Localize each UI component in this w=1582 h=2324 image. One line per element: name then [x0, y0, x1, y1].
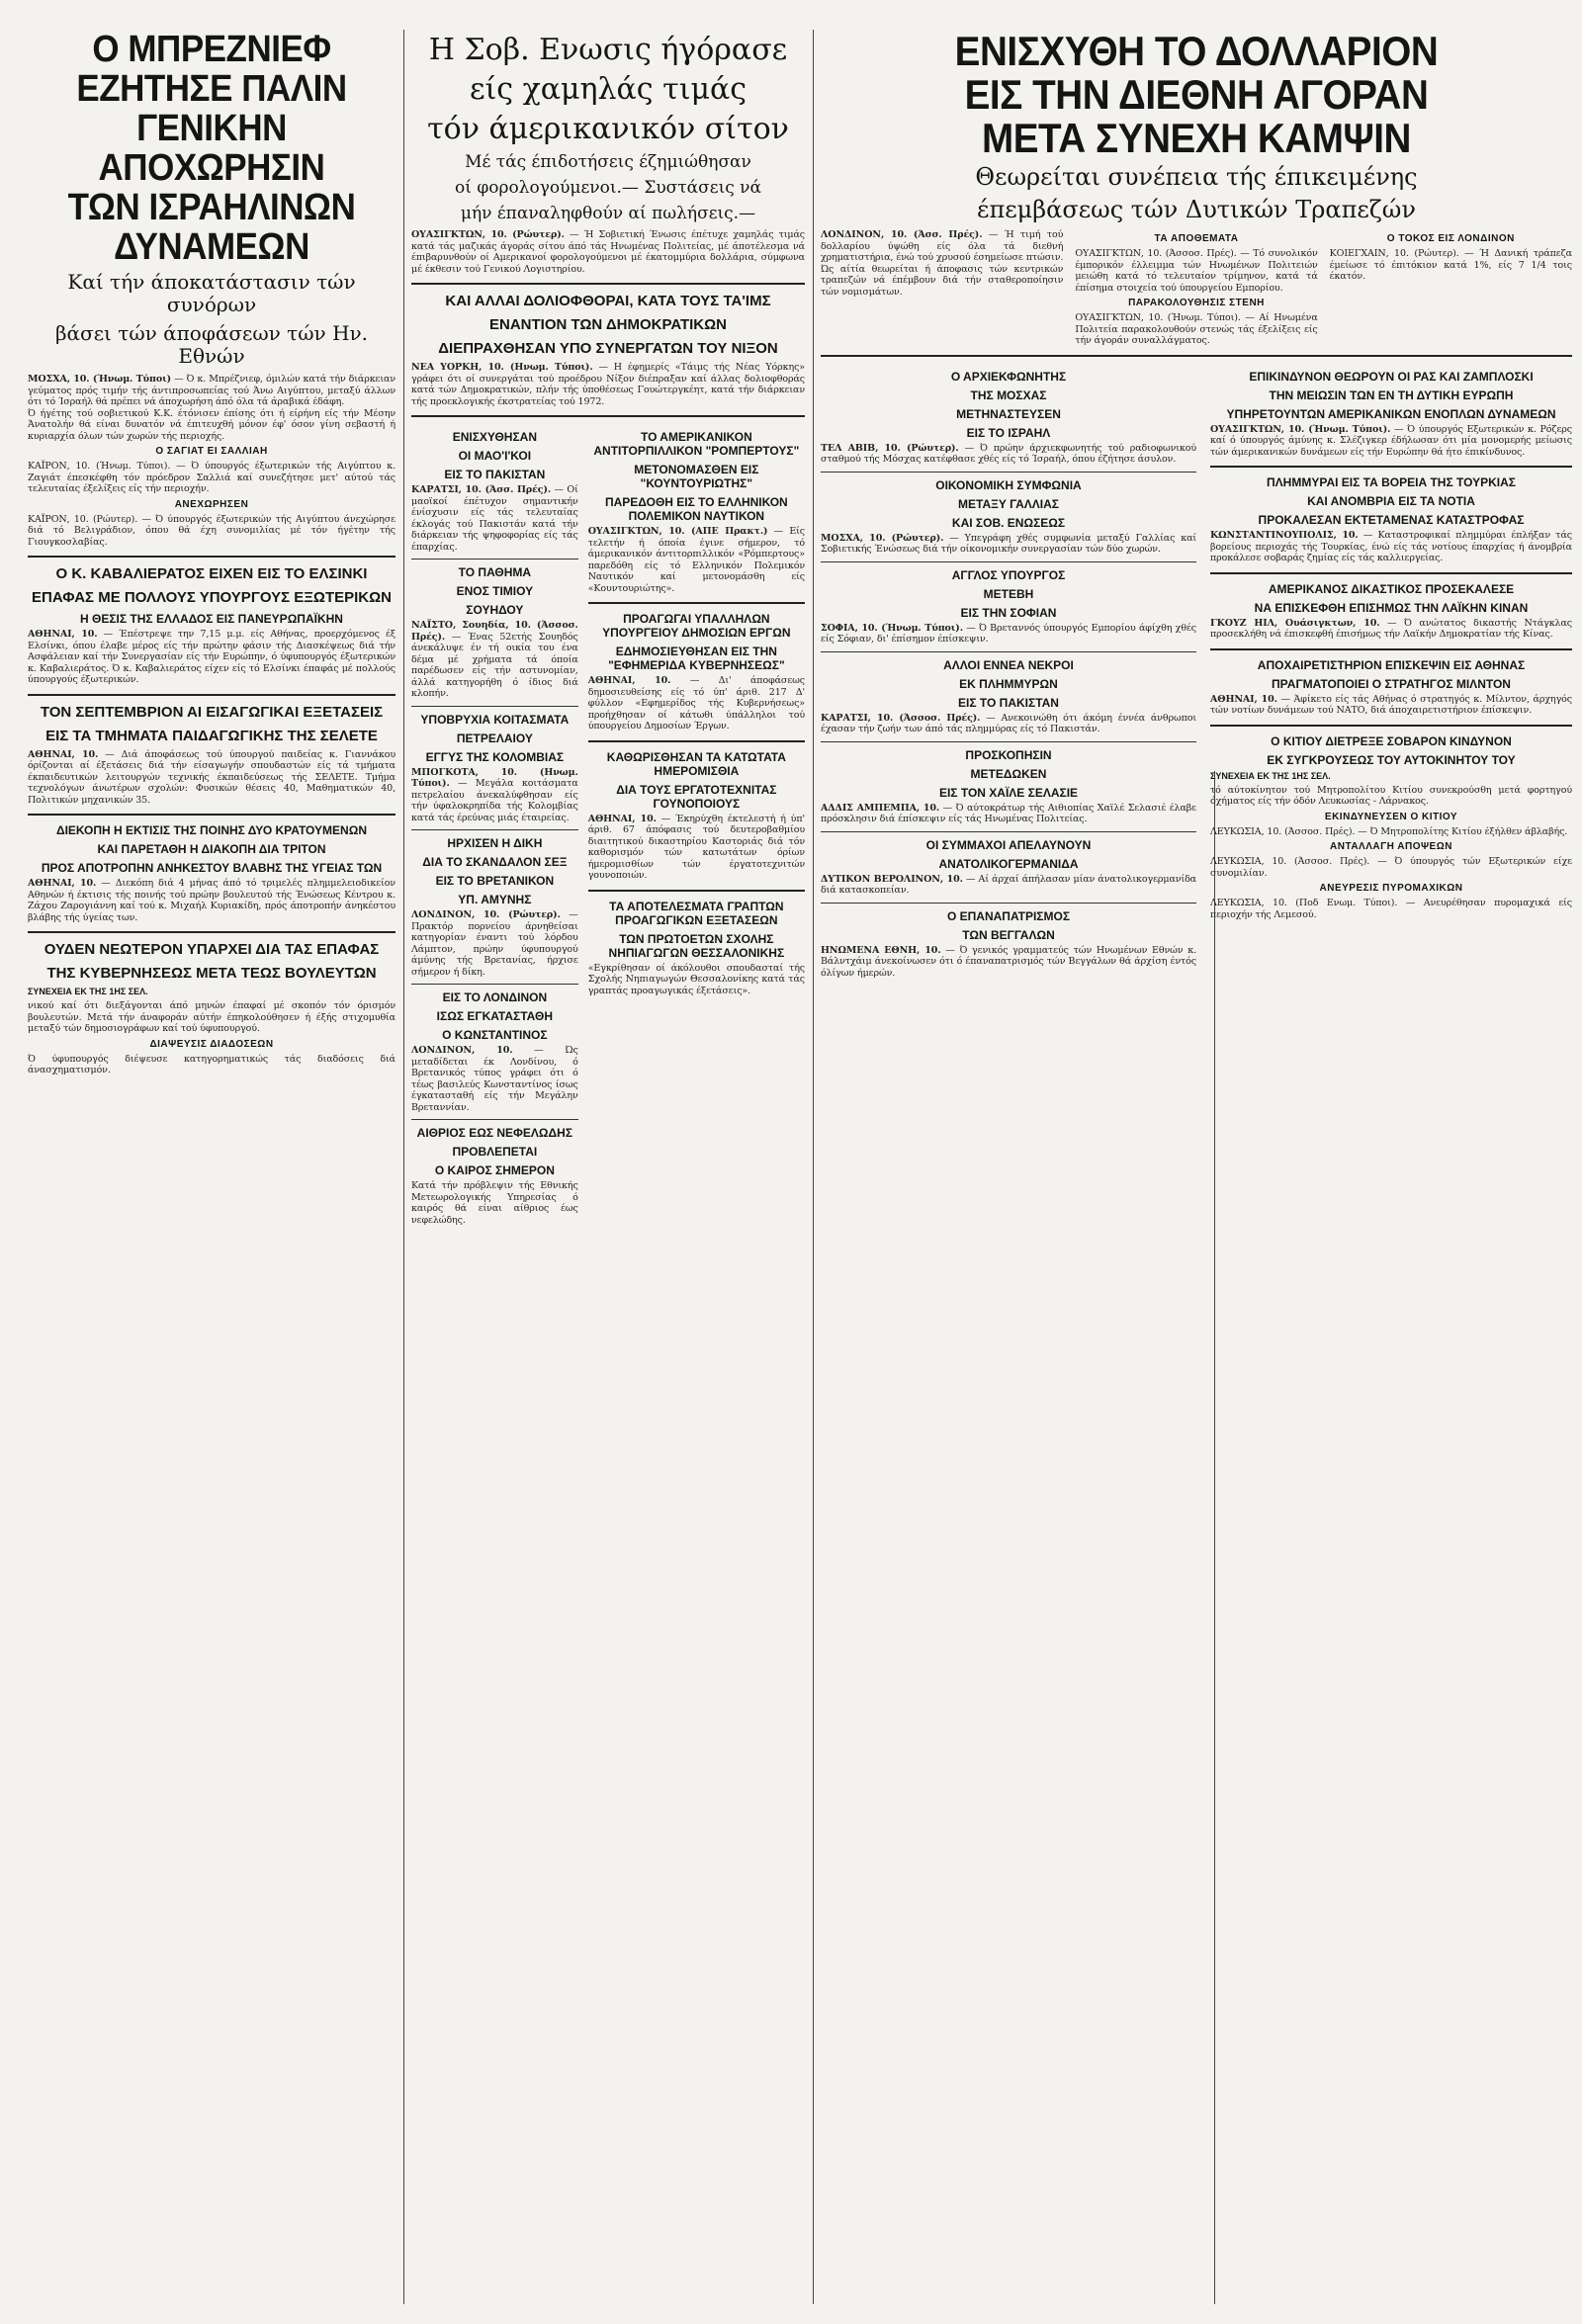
headline: ΑΛΛΟΙ ΕΝΝΕΑ ΝΕΚΡΟΙ: [943, 657, 1074, 672]
article-body: «Εγκρίθησαν οί άκόλουθοι σπουδασταί τής Σχολής Νηπιαγωγών Θεσσαλονίκης κατά τάς γραπτάς προαγωγικάς έξετάσεις».: [587, 962, 805, 996]
headline: ΤΟΝ ΣΕΠΤΕΜΒΡΙΟΝ ΑΙ ΕΙΣΑΓΩΓΙΚΑΙ ΕΞΕΤΑΣΕΙΣ: [40, 703, 384, 721]
dateline: ΑΔΔΙΣ ΑΜΠΕΜΠΑ, 10.: [821, 802, 940, 814]
headline: ΕΙΣ ΤΗΝ ΣΟΦΙΑΝ: [960, 605, 1057, 620]
headline: ΜΕΤΕΔΩΚΕΝ: [970, 766, 1047, 781]
headline: ΠΡΟΒΛΕΠΕΤΑΙ: [452, 1145, 538, 1159]
headline: Η ΘΕΣΙΣ ΤΗΣ ΕΛΛΑΔΟΣ ΕΙΣ ΠΑΝΕΥΡΩΠΑΪΚΗΝ: [80, 612, 343, 626]
headline: ΕΙΣ ΤΑ ΤΜΗΜΑΤΑ ΠΑΙΔΑΓΩΓΙΚΗΣ ΤΗΣ ΣΕΛΕΤΕ: [45, 727, 378, 744]
article-body: νικού καί ότι διεξάγονται άπό μηνών έπαφαί μέ σκοπόν τόν όρισμόν βουλευτών. Μετά τήν άναφοράν αύτήν έπηκολούθησεν ή έξής στιχομυθία μεταξύ τών δημοσιογράφων καί τού ύφυπουργού.: [28, 1000, 396, 1034]
headline: ΑΠΟΧΑΙΡΕΤΙΣΤΗΡΙΟΝ ΕΠΙΣΚΕΨΙΝ ΕΙΣ ΑΘΗΝΑΣ: [1257, 657, 1526, 672]
headline: ΟΥΔΕΝ ΝΕΩΤΕΡΟΝ ΥΠΑΡΧΕΙ ΔΙΑ ΤΑΣ ΕΠΑΦΑΣ: [44, 941, 380, 958]
headline: ΕΙΣ ΤΟΝ ΧΑΪΛΕ ΣΕΛΑΣΙΕ: [938, 785, 1079, 800]
subheading: ΑΝΕΥΡΕΣΙΣ ΠΥΡΟΜΑΧΙΚΩΝ: [1319, 883, 1463, 894]
divider: [28, 814, 396, 816]
divider: [821, 355, 1572, 357]
article-body: — Ώς μεταδίδεται έκ Λονδίνου, ό Βρετανικός τύπος γράφει ότι ό τέως βασιλεύς Κωνσταντίνος ίσως έγκατασταθή είς τήν Μεγάλην Βρεταννίαν.: [411, 1045, 578, 1113]
article-selassie: [821, 748, 1196, 825]
headline: ΑΜΕΡΙΚΑΝΟΣ ΔΙΚΑΣΤΙΚΟΣ ΠΡΟΣΕΚΑΛΕΣΕ: [1268, 581, 1515, 596]
article-sofia: [821, 568, 1196, 646]
article-body: — Ένας 52ετής Σουηδός άνεκάλυψε έν τή οικία του ένα δέμα μέ χρήματα τά όποία παρέδωσεν είς τήν αστυνομίαν, άλλά κατηγορήθη ό ίδιος διά κλοπήν.: [411, 631, 578, 699]
wide-right-column: [1210, 365, 1572, 980]
article-body: — Ανεκοινώθη ότι άκόμη έννέα άνθρωποι έχασαν τήν ζωήν των άπό τάς πλημμύρας είς τό Πακιστάν.: [821, 712, 1196, 734]
article-exams: [28, 704, 396, 807]
dateline: ΚΑΡΑΤΣΙ, 10. (Άσσοσ. Πρές).: [821, 712, 981, 724]
article-body: Κατά τήν πρόβλεψιν τής Εθνικής Μετεωρολογικής Υπηρεσίας ό καιρός θά είναι αίθριος έως νεφελώδης.: [411, 1180, 578, 1226]
headline: Ο ΑΡΧΙΕΚΦΩΝΗΤΗΣ: [950, 369, 1067, 384]
headline: ΕΙΣ ΤΟ ΒΡΕΤΑΝΙΚΟΝ: [435, 874, 555, 888]
article-body: — Είς τελετήν ή όποία έγινε σήμερον, τό άμερικανικόν άντιτορπιλλικόν «Ρόμπερτους» παρεδόθη είς τό Ελληνικόν Πολεμικόν Ναυτικόν καί μετονομάσθη είς «Κουντουριώτης».: [587, 526, 805, 594]
deck: Θεωρείται συνέπεια τής έπικειμένης: [975, 163, 1418, 191]
headline: Ο ΕΠΑΝΑΠΑΤΡΙΣΜΟΣ: [946, 908, 1071, 923]
divider: [821, 831, 1196, 832]
dateline: ΟΥΑΣΙΓΚΤΩΝ, 10. (Ήνωμ. Τύποι).: [1210, 423, 1391, 435]
article-body: ΛΕΥΚΩΣΙΑ, 10. (Άσσοσ. Πρές). — Ό Μητροπολίτης Κιτίου έξήλθεν άβλαβής.: [1210, 825, 1568, 837]
headline: ΑΙΘΡΙΟΣ ΕΩΣ ΝΕΦΕΛΩΔΗΣ: [416, 1126, 573, 1140]
article-body: — Διά άποφάσεως τού ύπουργού παιδείας κ. Γιαννάκου όρίζονται αί έξετάσεις διά τήν είσαγωγήν σπουδαστών είς τά τμήματα έκπαιδευτικών λειτουργών τεχνικής έκπαιδεύσεως τής ΣΕΛΕΤΕ. Τμήμα τεχνολόγων άνωτέρων σχολών: Φυσικών θέσεις 40, Μαθηματικών 40, Πολιτικών μηχανικών 35.: [28, 748, 396, 806]
headline: είς χαμηλάς τιμάς: [469, 72, 747, 107]
article-body: τό αύτοκίνητον τού Μητροπολίτου Κιτίου συνεκρούσθη μετά φορτηγού όχήματος είς τήν όδόν Λευκωσίας - Λάρνακος.: [1210, 784, 1572, 807]
divider: [1210, 466, 1572, 468]
headline: ΠΡΟΑΓΩΓΑΙ ΥΠΑΛΛΗΛΩΝ ΥΠΟΥΡΓΕΙΟΥ ΔΗΜΟΣΙΩΝ ΕΡΓΩΝ: [602, 612, 791, 640]
article-body: — Άφίκετο είς τάς Αθήνας ό στρατηγός κ. Μίλντον, άρχηγός τών νοτίων δυνάμεων τού ΝΑΤΟ, διά άποχαιρετιστήριον έπίσκεψιν.: [1210, 693, 1572, 716]
dateline: ΗΝΩΜΕΝΑ ΕΘΝΗ, 10.: [821, 944, 941, 956]
dateline: ΑΘΗΝΑΙ, 10.: [28, 629, 98, 640]
headline: ΣΟΥΗΔΟΥ: [466, 603, 524, 617]
headline: ΗΡΧΙΣΕΝ Η ΔΙΚΗ: [447, 836, 543, 850]
dateline: ΛΟΝΔΙΝΟΝ, 10.: [411, 1045, 513, 1056]
headline: Ο ΚΩΝΣΤΑΝΤΙΝΟΣ: [442, 1028, 548, 1042]
headline: ΠΛΗΜΜΥΡΑΙ ΕΙΣ ΤΑ ΒΟΡΕΙΑ ΤΗΣ ΤΟΥΡΚΙΑΣ: [1267, 475, 1516, 489]
article-body: — Καταστροφικαί πλημμύραι έπλήξαν τάς βορείους περιοχάς τής Τουρκίας, ένώ είς τάς νοτίους έπαρχίας ή άνομβρία προκάλεσε σοβαράς ζημίας είς τάς καλλιεργείας.: [1210, 530, 1572, 563]
dateline: ΚΑΡΑΤΣΙ, 10. (Άσσ. Πρές).: [411, 484, 552, 495]
article-body: — Υπεγράφη χθές συμφωνία μεταξύ Γαλλίας καί Σοβιετικής Ένώσεως διά τήν οίκονομικήν συνεργασίαν τών δύο χωρών.: [821, 532, 1197, 555]
divider: [411, 415, 805, 417]
divider: [411, 706, 578, 707]
dateline: ΛΟΝΔΙΝΟΝ, 10. (Άσσ. Πρές).: [821, 229, 983, 240]
divider: [1210, 725, 1572, 727]
article-body: Ό ήγέτης τού σοβιετικού Κ.Κ. έτόνισεν έπίσης ότι ή είρήνη είς τήν Μέσην Άνατολήν θά είναι δυνατόν νά έπιτευχθή μόνον έφ' όσον γίνη σεβαστή ή κυριαρχία όλων τών χωρών τής περιοχής.: [28, 407, 396, 442]
article-pakistan-dead: [821, 658, 1196, 735]
dateline: ΜΟΣΧΑ, 10. (Ρώυτερ).: [821, 532, 944, 544]
divider: [821, 472, 1196, 473]
headline: ΕΙΣ ΤΗΝ ΔΙΕΘΝΗ ΑΓΟΡΑΝ: [964, 71, 1429, 118]
headline: ΠΑΡΕΔΟΘΗ ΕΙΣ ΤΟ ΕΛΛΗΝΙΚΟΝ ΠΟΛΕΜΙΚΟΝ ΝΑΥΤΙΚΟΝ: [604, 495, 788, 523]
headline: Η Σοβ. Ενωσις ήγόρασε: [428, 33, 788, 67]
article-body: — Ό ανώτατος δικαστής Ντάγκλας προσεκλήθη νά έπισκεφθή έπισήμως τήν Λαϊκήν Δημοκρατίαν τής Κίνας.: [1210, 617, 1572, 640]
dateline: ΛΟΝΔΙΝΟΝ, 10. (Ρώυτερ).: [411, 909, 561, 920]
headline: ΚΑΙ ΠΑΡΕΤΑΘΗ Η ΔΙΑΚΟΠΗ ΔΙΑ ΤΡΙΤΟΝ: [97, 842, 326, 856]
subcolumn: [411, 425, 578, 1226]
subcolumn: [821, 229, 1063, 347]
subheading: ΑΝΤΑΛΛΑΓΗ ΑΠΟΨΕΩΝ: [1330, 841, 1452, 852]
headline: ΕΠΙΚΙΝΔΥΝΟΝ ΘΕΩΡΟΥΝ ΟΙ ΡΑΣ ΚΑΙ ΖΑΜΠΛΟΣΚΙ: [1249, 369, 1534, 384]
headline: ΜΕΤΕΒΗ: [983, 586, 1034, 601]
subheading: ΠΑΡΑΚΟΛΟΥΘΗΣΙΣ ΣΤΕΝΗ: [1128, 298, 1265, 308]
column-right: [821, 30, 1572, 2303]
article-body: — Μεγάλα κοιτάσματα πετρελαίου άνεκαλύφθησαν είς τήν ύφαλοκρηπίδα τής Κολομβίας κατά τάς έρεύνας μιάς έταιρείας.: [411, 778, 578, 823]
dateline: ΝΕΑ ΥΟΡΚΗ, 10. (Ηνωμ. Τύποι).: [411, 362, 593, 373]
divider: [588, 740, 805, 742]
headline: ΝΑ ΕΠΙΣΚΕΦΘΗ ΕΠΙΣΗΜΩΣ ΤΗΝ ΛΑΪΚΗΝ ΚΙΝΑΝ: [1254, 600, 1529, 615]
deck: μήν έπαναληφθούν αί πωλήσεις.—: [460, 204, 756, 223]
headline: τόν άμερικανικόν σίτον: [427, 112, 789, 146]
subheading: ΑΝΕΧΩΡΗΣΕΝ: [174, 498, 249, 510]
article-body: — Πρακτόρ πορνείου άρνηθείσαι κατηγορίαν έναντι τού λόρδου Λάμπτον, πρώην ύφυπουργού άμύνης τής Βρετανίας, ήρχισε σήμερον ή δίκη.: [411, 909, 578, 978]
headline: ΚΑΙ ΑΝΟΜΒΡΙΑ ΕΙΣ ΤΑ ΝΟΤΙΑ: [1307, 494, 1475, 508]
article-body: — Ή τιμή τού δολλαρίου ύψώθη είς όλα τά διεθνή χρηματιστήρια, ένώ τού χρυσού έσημείωσε πτώσιν. Ώς αίτία θεωρείται ή άποφασις τών κεντρικών τραπεζών νά έπέμβουν διά τήν σταθεροποίησιν τών νομισμάτων.: [821, 229, 1064, 298]
article-kavalieratos: [28, 565, 396, 686]
article-mosxas: [821, 370, 1196, 466]
dateline: ΜΟΣΧΑ, 10. (Ήνωμ. Τύποι): [28, 374, 172, 385]
divider: [411, 1119, 578, 1120]
article-repatriation: [821, 909, 1196, 980]
headline: ΑΝΑΤΟΛΙΚΟΓΕΡΜΑΝΙΔΑ: [938, 856, 1079, 871]
continuation-label: ΣΥΝΕΧΕΙΑ ΕΚ ΤΗΣ 1ΗΣ ΣΕΛ.: [1210, 770, 1331, 781]
dateline: ΜΠΟΓΚΟΤΑ, 10. (Ηνωμ. Τύποι).: [411, 766, 578, 789]
subheading: Ο ΤΟΚΟΣ ΕΙΣ ΛΟΝΔΙΝΟΝ: [1386, 233, 1515, 244]
article-body: — Οί μαοϊκοί έπέτυχον σημαντικήν ένίσχυσιν είς τάς τελευταίας έκλογάς τού Πακιστάν κατά τήν διάρκειαν τής ψηφοφορίας είς τάς έπαρχίας.: [411, 484, 578, 553]
article-gynecology: [588, 750, 805, 882]
column-left: [28, 30, 396, 2303]
headline: Ο ΚΑΙΡΟΣ ΣΗΜΕΡΟΝ: [434, 1163, 555, 1177]
divider: [411, 984, 578, 985]
divider: [28, 931, 396, 933]
dollar-columns: [821, 229, 1572, 347]
headline: ΕΙΣ ΤΟ ΛΟΝΔΙΝΟΝ: [442, 990, 548, 1004]
article-body: ΟΥΑΣΙΓΚΤΩΝ, 10. (Άσσοσ. Πρές). — Τό συνολικόν έμπορικόν έλλειμμα τών Ηνωμένων Πολιτειών μειώθη κατά τό τελευταίον τρίμηνον, κατά τά έπίσημα στοιχεία τού ύπουργείου Εμπορίου.: [1075, 248, 1318, 294]
article-body: — Ό ύπουργός Εξωτερικών κ. Ρόζερς καί ό ύπουργός άμύνης κ. Σλέζιγκερ έδήλωσαν ότι μία μονομερής μείωσις τών άμερικανικών δυνάμεων είς τήν Ευρώπην θά ήτο έπικίνδυνος.: [1210, 423, 1572, 458]
headline: ΤΟ ΑΜΕΡΙΚΑΝΙΚΟΝ ΑΝΤΙΤΟΡΠΙΛΛΙΚΟΝ "ΡΟΜΠΕΡΤΟΥΣ": [593, 430, 800, 458]
article-dolofonies: [411, 293, 805, 407]
article-body: ΚΟΙΕΓΧΑΙΝ, 10. (Ρώυτερ). — Ή Δανική τράπεζα έμείωσε τό έπιτόκιον κατά 1%, είς 7 1/4 τοις έκατόν.: [1329, 248, 1572, 282]
article-weather: [411, 1126, 578, 1226]
headline: ΕΚ ΠΛΗΜΜΥΡΩΝ: [959, 676, 1058, 691]
dateline: ΑΘΗΝΑΙ, 10.: [1210, 693, 1277, 705]
dateline: ΓΚΟΥΖ ΗΙΛ, Ουάσιγκτων, 10.: [1210, 617, 1380, 629]
headline: ΤΗΝ ΜΕΙΩΣΙΝ ΤΩΝ ΕΝ ΤΗ ΔΥΤΙΚΗ ΕΥΡΩΠΗ: [1269, 387, 1514, 402]
headline: ΠΡΑΓΜΑΤΟΠΟΙΕΙ Ο ΣΤΡΑΤΗΓΟΣ ΜΙΛΝΤΟΝ: [1272, 676, 1511, 691]
article-allies: [821, 838, 1196, 897]
dateline: ΑΘΗΝΑΙ, 10.: [28, 748, 99, 760]
article-prison: [28, 823, 396, 923]
article-body: ΚΑΪΡΟΝ, 10. (Ήνωμ. Τύποι). — Ό ύπουργός έξωτερικών τής Αιγύπτου κ. Ζαγιάτ έπεσκέφθη τόν πρόεδρον Σαλλιά καί συνεζήτησε μετ' αύτού τάς τελευταίας έξελίξεις είς τήν περιοχήν.: [28, 461, 396, 494]
headline: ΤΩΝ ΙΣΡΑΗΛΙΝΩΝ ΔΥΝΑΜΕΩΝ: [67, 187, 356, 268]
divider: [588, 890, 805, 892]
headline: ΔΙΕΠΡΑΧΘΗΣΑΝ ΥΠΟ ΣΥΝΕΡΓΑΤΩΝ ΤΟΥ ΝΙΞΟΝ: [438, 340, 778, 357]
deck: Μέ τάς έπιδοτήσεις έζημιώθησαν: [465, 152, 751, 172]
article-body: ΚΑΪΡΟΝ, 10. (Ρώυτερ). — Ό ύπουργός έξωτερικών τής Αιγύπτου άνεχώρησε διά τό Βελιγράδιον, όπου θά έχη συνομιλίας μέ τόν ήγέτην τής Γιουγκοσλαβίας.: [28, 513, 396, 548]
headline: ΟΙ ΜΑΟ'Ι'ΚΟΙ: [458, 449, 532, 463]
dateline: ΤΕΛ ΑΒΙΒ, 10. (Ρώυτερ).: [821, 442, 959, 454]
article-floods: [1210, 475, 1572, 564]
headline: ΕΝΟΣ ΤΙΜΙΟΥ: [456, 584, 534, 598]
article-athens-visit: [1210, 658, 1572, 717]
headline: ΤΩΝ ΒΕΓΓΑΛΩΝ: [962, 927, 1055, 942]
article-body: — Διεκόπη διά 4 μήνας άπό τό τριμελές πλημμελειοδικείον Αθηνών ή έκτισις τής ποινής τού πρώην βουλευτού τής Ένώσεως Κέντρου κ. Ζάχου Ζαρογιάννη καί τού κ. Μιχαήλ Κυριακίδη, πρός άποτροπήν άνηκέστου βλάβης τής ύγείας των.: [28, 878, 396, 923]
subcolumn: [1330, 229, 1572, 347]
article-body: — Ό αύτοκράτωρ τής Αιθιοπίας Χαϊλέ Σελασιέ έλαβε πρόσκλησιν διά έπίσκεψιν είς τάς Ηνωμένας Πολιτείας.: [821, 802, 1197, 824]
headline: ΤΗΣ ΚΥΒΕΡΝΗΣΕΩΣ ΜΕΤΑ ΤΕΩΣ ΒΟΥΛΕΥΤΩΝ: [46, 965, 377, 982]
headline: ΜΕΤΟΝΟΜΑΣΘΕΝ ΕΙΣ "ΚΟΥΝΤΟΥΡΙΩΤΗΣ": [634, 463, 759, 490]
article-kitiou: [1210, 734, 1572, 921]
subcolumn: [588, 425, 805, 1226]
article-body: — Ό γενικός γραμματεύς τών Ηνωμένων Εθνών κ. Βάλντχάιμ άνεκοίνωσεν ότι ό έπαναπατρισμός τών Βεγγάλων θά άρχίση έντός όλίγων ήμερών.: [821, 944, 1197, 979]
article-body: — Έκηρύχθη έκτελεστή ή ύπ' άριθ. 67 άπόφασις τού δευτεροβαθμίου διαιτητικού δικαστηρίου Καστοριάς διά τόν καθορισμόν τών κατωτάτων όρίων ήμερομισθίων τών έργατοτεχνιτών γουνοποιών.: [587, 813, 805, 881]
headline: ΥΠΟΒΡΥΧΙΑ ΚΟΙΤΑΣΜΑΤΑ: [420, 712, 570, 727]
headline: ΕΝΑΝΤΙΟΝ ΤΩΝ ΔΗΜΟΚΡΑΤΙΚΩΝ: [489, 316, 727, 333]
article-dollar: [821, 30, 1572, 347]
divider: [28, 694, 396, 696]
headline: ΕΝΙΣΧΥΘΗ ΤΟ ΔΟΛΛΑΡΙΟΝ: [954, 30, 1439, 74]
dateline: ΟΥΑΣΙΓΚΤΩΝ, 10. (ΑΠΕ Πρακτ.): [587, 526, 768, 537]
headline: ΥΠ. ΑΜΥΝΗΣ: [458, 893, 532, 906]
article-brezhnev: [28, 30, 396, 548]
headline: ΔΙΕΚΟΠΗ Η ΕΚΤΙΣΙΣ ΤΗΣ ΠΟΙΝΗΣ ΔΥΟ ΚΡΑΤΟΥΜΕΝΩΝ: [55, 823, 368, 837]
dateline: ΑΘΗΝΑΙ, 10.: [28, 878, 97, 889]
dateline: ΑΘΗΝΑΙ, 10.: [587, 813, 657, 824]
article-istanbul: [411, 990, 578, 1113]
divider: [28, 556, 396, 558]
article-body: ΟΥΑΣΙΓΚΤΩΝ, 10. (Ήνωμ. Τύποι). — Αί Ηνωμένα Πολιτεία παρακολουθούν στενώς τάς έξελίξεις είς τήν άγοράν συναλλάγματος.: [1075, 312, 1318, 346]
article-economic: [821, 478, 1196, 556]
dateline: ΔΥΤΙΚΟΝ ΒΕΡΟΛΙΝΟΝ, 10.: [821, 873, 963, 885]
continuation-label: ΣΥΝΕΧΕΙΑ ΕΚ ΤΗΣ 1ΗΣ ΣΕΛ.: [28, 987, 148, 996]
headline: ΔΙΑ ΤΟΥΣ ΕΡΓΑΤΟΤΕΧΝΙΤΑΣ ΓΟΥΝΟΠΟΙΟΥΣ: [616, 782, 777, 811]
column-middle: [411, 30, 805, 2303]
subheading: ΔΙΑΨΕΥΣΙΣ ΔΙΑΔΟΣΕΩΝ: [149, 1038, 274, 1050]
deck: βάσει τών άποφάσεων τών Ην. Εθνών: [54, 321, 369, 368]
deck: Καί τήν άποκατάστασιν τών συνόρων: [67, 270, 356, 316]
article-deputies: [28, 941, 396, 1076]
divider: [821, 561, 1196, 562]
divider: [821, 741, 1196, 742]
divider: [411, 829, 578, 830]
article-maoists: [411, 430, 578, 553]
headline: ΕΙΣ ΤΟ ΠΑΚΙΣΤΑΝ: [958, 695, 1059, 710]
article-zambia: [1210, 370, 1572, 459]
headline: ΤΟ ΠΑΘΗΜΑ: [458, 565, 532, 579]
headline: ΟΙΚΟΝΟΜΙΚΗ ΣΥΜΦΩΝΙΑ: [935, 477, 1082, 492]
lower-right-columns: [821, 365, 1572, 980]
headline: ΚΑΘΩΡΙΣΘΗΣΑΝ ΤΑ ΚΑΤΩΤΑΤΑ ΗΜΕΡΟΜΙΣΘΙΑ: [606, 749, 786, 778]
article-body: — Ή Σοβιετική Ένωσις έπέτυχε χαμηλάς τιμάς κατά τάς μαζικάς άγοράς σίτου άπό τάς Ηνωμένας Πολιτείας, μέ άποτέλεσμα νά έπιβαρυνθούν οί Αμερικανοί φορολογούμενοι μέ έκατομμύρια δολλάρια, σύμφωνα μέ έκθεσιν τού Γενικού Λογιστηρίου.: [411, 229, 805, 275]
dateline: ΣΟΦΙΑ, 10. (Ήνωμ. Τύποι).: [821, 622, 963, 634]
headline: ΥΠΗΡΕΤΟΥΝΤΩΝ ΑΜΕΡΙΚΑΝΙΚΩΝ ΕΝΟΠΛΩΝ ΔΥΝΑΜΕΩΝ: [1226, 406, 1556, 421]
dateline: ΚΩΝΣΤΑΝΤΙΝΟΥΠΟΛΙΣ, 10.: [1210, 530, 1359, 541]
headline: Ο ΚΙΤΙΟΥ ΔΙΕΤΡΕΞΕ ΣΟΒΑΡΟΝ ΚΙΝΔΥΝΟΝ: [1271, 733, 1512, 748]
article-body: ΛΕΥΚΩΣΙΑ, 10. (Ποδ Ενωμ. Τύποι). — Ανευρέθησαν πυρομαχικά είς περιοχήν τής Λεμεσού.: [1210, 898, 1572, 920]
headline: ΕΚ ΣΥΓΚΡΟΥΣΕΩΣ ΤΟΥ ΑΥΤΟΚΙΝΗΤΟΥ ΤΟΥ: [1267, 752, 1516, 767]
article-body: ΛΕΥΚΩΣΙΑ, 10. (Άσσοσ. Πρές). — Ό ύπουργός τών Εξωτερικών είχε συνομιλίαν.: [1210, 856, 1572, 879]
dateline: ΝΑΪΣΤΟ, Σουηδία, 10. (Άσσοσ. Πρές).: [411, 620, 578, 643]
headline: ΕΝΙΣΧΥΘΗΣΑΝ: [452, 430, 537, 444]
article-body: — Ό πρώην άρχιεκφωνητής τού ραδιοφωνικού σταθμού τής Μόσχας κατέφθασε χθές είς τό Ίσραήλ, όπου έζήτησε άσυλον.: [821, 442, 1197, 465]
headline: ΑΓΓΛΟΣ ΥΠΟΥΡΓΟΣ: [951, 567, 1066, 582]
headline: ΚΑΙ ΣΟΒ. ΕΝΩΣΕΩΣ: [951, 515, 1066, 530]
twin-columns: [411, 425, 805, 1226]
headline: ΓΕΝΙΚΗΝ ΑΠΟΧΩΡΗΣΙΝ: [98, 108, 325, 189]
deck: έπεμβάσεως τών Δυτικών Τραπεζών: [977, 196, 1416, 223]
headline: ΠΡΟΣ ΑΠΟΤΡΟΠΗΝ ΑΝΗΚΕΣΤΟΥ ΒΛΑΒΗΣ ΤΗΣ ΥΓΕΙΑΣ ΤΩΝ: [41, 861, 383, 875]
headline: ΟΙ ΣΥΜΜΑΧΟΙ ΑΠΕΛΑΥΝΟΥΝ: [925, 837, 1092, 852]
column-rule: [813, 30, 814, 2304]
dateline: ΑΘΗΝΑΙ, 10.: [587, 675, 671, 686]
divider: [411, 283, 805, 285]
article-body: — Η έφημερίς «Τάιμς τής Νέας Υόρκης» γράφει ότι οί συνεργάται τού προέδρου Νίξον διέπραξαν καί άλλας δολιοφθοράς κατά τών Δημοκρατικών, πλήν τής ύποθέσεως Γουώτεργκέητ, κατά τήν διάρκειαν τής προεκλογικής έκστρατείας τού 1972.: [411, 362, 805, 407]
headline: ΚΑΙ ΑΛΛΑΙ ΔΟΛΙΟΦΘΟΡΑΙ, ΚΑΤΑ ΤΟΥΣ ΤΑ'ΙΜΣ: [445, 293, 771, 309]
divider: [1210, 648, 1572, 650]
headline: ΕΙΣ ΤΟ ΙΣΡΑΗΛ: [966, 425, 1051, 440]
headline: ΕΠΑΦΑΣ ΜΕ ΠΟΛΛΟΥΣ ΥΠΟΥΡΓΟΥΣ ΕΞΩΤΕΡΙΚΩΝ: [32, 589, 392, 606]
article-results: [588, 900, 805, 997]
article-body: — Έπέστρεψε την 7,15 μ.μ. είς Αθήνας, προερχόμενος έξ Ελσίνκι, όπου έλαβε μέρος είς τήν πρώτην φάσιν τής Διασκέψεως διά τήν Ασφάλειαν καί τήν Συνεργασίαν είς τήν Ευρώπην, ό ύφυπουργός έξωτερικών κ. Καβαλιεράτος. Ό κ. Καβαλιεράτος είχεν είς τό Ελσίνκι έπαφάς μέ πολλούς ύπουργούς έξωτερικών.: [28, 629, 396, 685]
article-colombia: [411, 713, 578, 824]
briefs-column: [821, 365, 1196, 980]
subheading: ΕΚΙΝΔΥΝΕΥΣΕΝ Ο ΚΙΤΙΟΥ: [1324, 811, 1458, 822]
headline: Ο Κ. ΚΑΒΑΛΙΕΡΑΤΟΣ ΕΙΧΕΝ ΕΙΣ ΤΟ ΕΛΣΙΝΚΙ: [55, 565, 368, 582]
subheading: Ο ΣΑΓΙΑΤ ΕΙ ΣΑΛΛΙΑΗ: [155, 446, 268, 457]
article-wheat: [411, 34, 805, 275]
article-monk: [411, 565, 578, 700]
article-romperts: [588, 430, 805, 594]
headline: ΕΔΗΜΟΣΙΕΥΘΗΣΑΝ ΕΙΣ ΤΗΝ "ΕΦΗΜΕΡΙΔΑ ΚΥΒΕΡΝΗΣΕΩΣ": [608, 645, 785, 672]
article-judicial: [1210, 582, 1572, 641]
headline: ΤΑ ΑΠΟΤΕΛΕΣΜΑΤΑ ΓΡΑΠΤΩΝ ΠΡΟΑΓΩΓΙΚΩΝ ΕΞΕΤΑΣΕΩΝ: [609, 899, 784, 927]
headline: ΤΗΣ ΜΟΣΧΑΣ: [970, 387, 1047, 402]
article-body: — Δι' άποφάσεως δημοσιευθείσης είς τό ύπ' άριθ. 217 Δ' φύλλον «Εφημερίδος τής Κυβερνήσεως» προήχθησαν οί κάτωθι ύπάλληλοι τού ύπουργείου Δημοσίων Έργων.: [587, 675, 805, 732]
article-scandal: [411, 836, 578, 978]
column-rule: [403, 30, 404, 2304]
headline: ΜΕΤΑΞΥ ΓΑΛΛΙΑΣ: [958, 496, 1059, 511]
headline: ΜΕΤΗΝΑΣΤΕΥΣΕΝ: [956, 406, 1061, 421]
headline: ΕΓΓΥΣ ΤΗΣ ΚΟΛΟΜΒΙΑΣ: [425, 749, 565, 764]
headline: ΜΕΤΑ ΣΥΝΕΧΗ ΚΑΜΨΙΝ: [981, 115, 1412, 161]
subheading: ΤΑ ΑΠΟΘΕΜΑΤΑ: [1154, 233, 1239, 244]
dateline: ΟΥΑΣΙΓΚΤΩΝ, 10. (Ρώυτερ).: [411, 229, 565, 240]
article-lead: — Ό κ. Μπρέζνιεφ, όμιλών κατά τήν διάρκειαν γεύματος πρός τιμήν τής άντιπροσωπείας τού Άνω Αιγύπτου, μεταξύ άλλων ότι τό Ίσραήλ θά πρέπει νά άποχωρήση άπό όλα τά άραβικά έδάφη.: [28, 374, 396, 407]
article-officials: [588, 612, 805, 732]
headline: ΤΩΝ ΠΡΩΤΟΕΤΩΝ ΣΧΟΛΗΣ ΝΗΠΙΑΓΩΓΩΝ ΘΕΣΣΑΛΟΝΙΚΗΣ: [608, 931, 785, 960]
headline: ΠΡΟΣΚΟΠΗΣΙΝ: [965, 747, 1052, 762]
article-body: — Αί άρχαί άπήλασαν μίαν άνατολικογερμανίδα διά κατασκοπείαν.: [821, 873, 1196, 896]
article-body: — Ό Βρεταννός ύπουργός Εμπορίου άφίχθη χθές είς Σόφιαν, δι' έπίσημον έπίσκεψιν.: [821, 622, 1196, 645]
deck: οί φορολογούμενοι.— Συστάσεις νά: [455, 178, 761, 198]
headline: ΙΣΩΣ ΕΓΚΑΤΑΣΤΑΘΗ: [436, 1009, 554, 1023]
divider: [821, 903, 1196, 904]
subcolumn: [1075, 229, 1317, 347]
divider: [1210, 572, 1572, 574]
divider: [588, 602, 805, 604]
article-body: Ό ύφυπουργός διέψευσε κατηγορηματικώς τάς διαδόσεις διά άνασχηματισμόν.: [28, 1053, 396, 1076]
headline: ΠΡΟΚΑΛΕΣΑΝ ΕΚΤΕΤΑΜΕΝΑΣ ΚΑΤΑΣΤΡΟΦΑΣ: [1258, 513, 1525, 527]
headline: ΕΙΣ ΤΟ ΠΑΚΙΣΤΑΝ: [444, 468, 546, 481]
headline: ΔΙΑ ΤΟ ΣΚΑΝΔΑΛΟΝ ΣΕΞ: [422, 855, 568, 869]
headline: Ο ΜΠΡΕΖΝΙΕΦ ΕΖΗΤΗΣΕ ΠΑΛΙΝ: [76, 30, 347, 110]
headline: ΠΕΤΡΕΛΑΙΟΥ: [456, 731, 533, 745]
divider: [821, 651, 1196, 652]
